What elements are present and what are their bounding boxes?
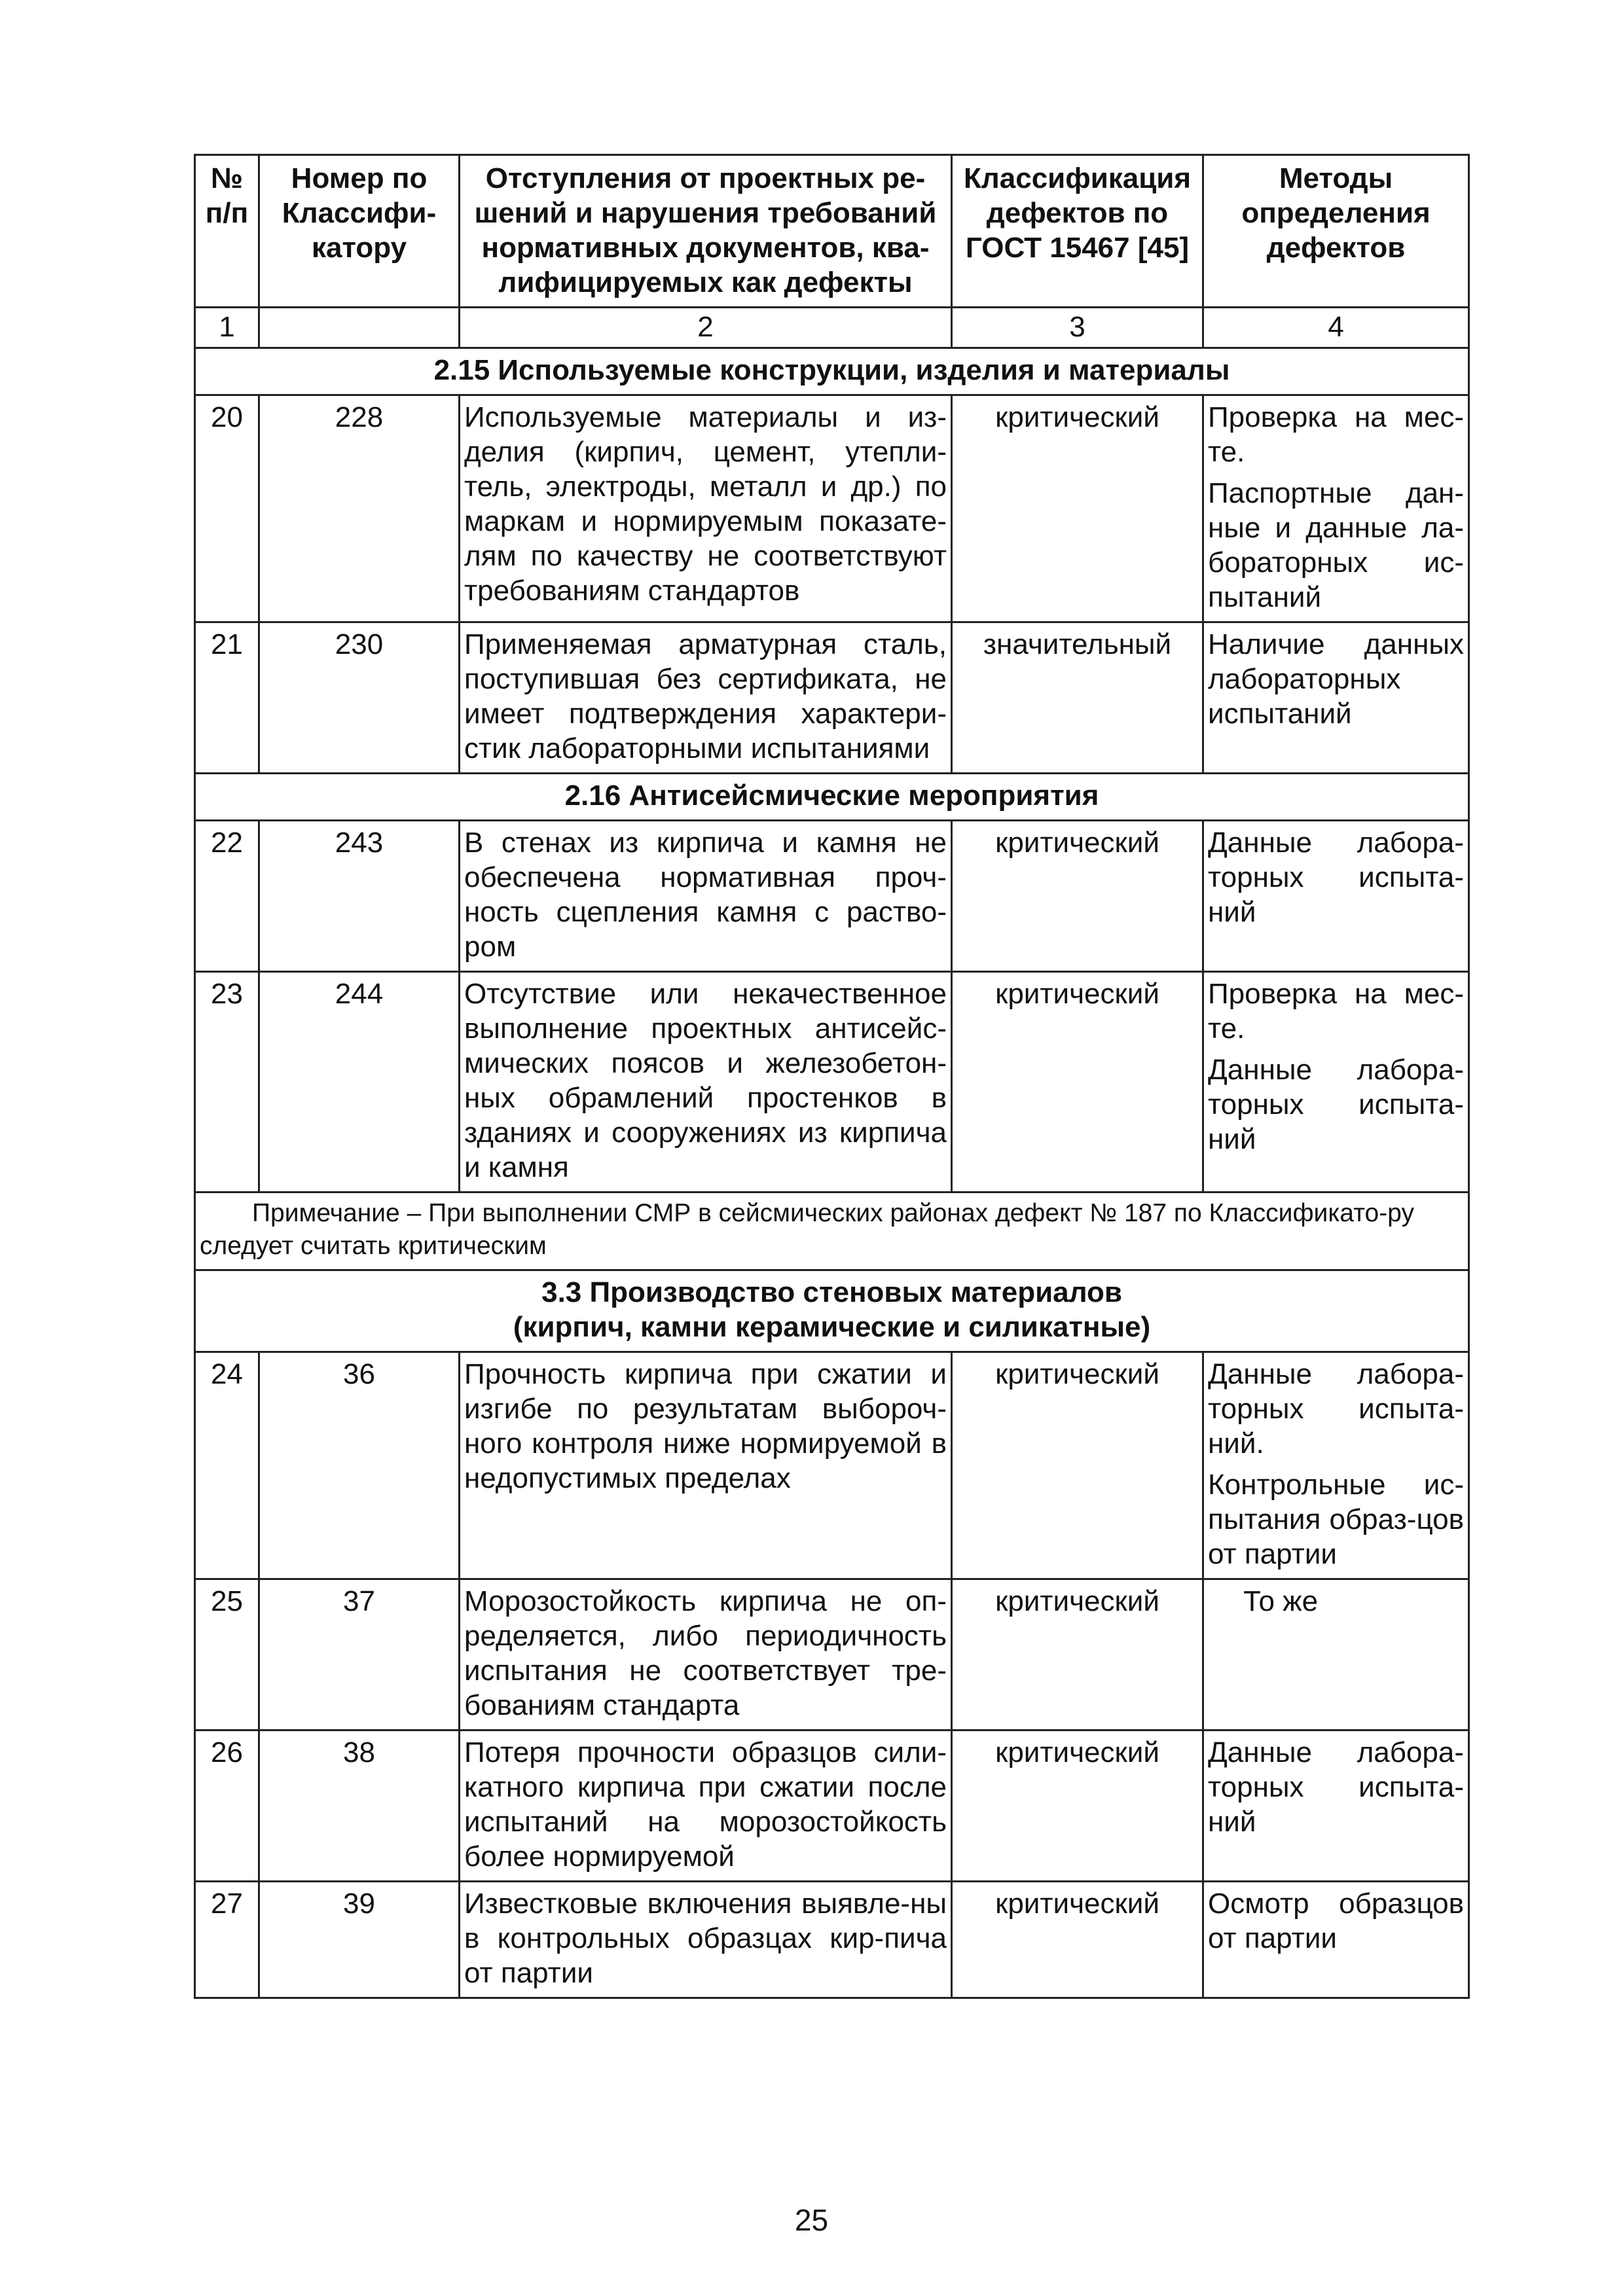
row-gost: критический bbox=[952, 821, 1203, 972]
row-num: 25 bbox=[195, 1579, 259, 1731]
note-row bbox=[195, 1193, 1469, 1270]
table-row bbox=[195, 1882, 1469, 1998]
row-code: 37 bbox=[259, 1579, 460, 1731]
col-number-2: 2 bbox=[460, 308, 952, 348]
row-gost: критический bbox=[952, 1731, 1203, 1882]
row-num: 27 bbox=[195, 1882, 259, 1998]
table-row bbox=[195, 972, 1469, 1193]
section-title-2-16: 2.16 Антисейсмические мероприятия bbox=[195, 774, 1469, 821]
row-code: 36 bbox=[259, 1352, 460, 1579]
header-gost-classification: Классификация дефектов по ГОСТ 15467 [45] bbox=[952, 155, 1203, 308]
table-row bbox=[195, 395, 1469, 622]
header-methods: Методы определения дефектов bbox=[1203, 155, 1469, 308]
section-row bbox=[195, 774, 1469, 821]
row-method bbox=[1203, 972, 1469, 1193]
page-number: 25 bbox=[794, 2203, 829, 2237]
row-gost: критический bbox=[952, 395, 1203, 622]
row-description: Отсутствие или некачественное выполнение проектных антисейс-мических поясов и железобетон-ных обрамлений простенков в зданиях и сооружениях из кирпича и камня bbox=[460, 972, 952, 1193]
table-row bbox=[195, 1731, 1469, 1882]
row-code: 39 bbox=[259, 1882, 460, 1998]
table-row bbox=[195, 821, 1469, 972]
row-gost: критический bbox=[952, 972, 1203, 1193]
row-gost: значительный bbox=[952, 622, 1203, 774]
header-description: Отступления от проектных ре-шений и нарушения требований нормативных документов, ква-лифицируемых как дефекты bbox=[460, 155, 952, 308]
table-row bbox=[195, 622, 1469, 774]
row-num: 21 bbox=[195, 622, 259, 774]
row-description: Применяемая арматурная сталь, поступившая без сертификата, не имеет подтверждения характери-стик лабораторными испытаниями bbox=[460, 622, 952, 774]
row-method bbox=[1203, 1882, 1469, 1998]
section-title-2-15: 2.15 Используемые конструкции, изделия и материалы bbox=[195, 348, 1469, 395]
section-title-3-3-line2: (кирпич, камни керамические и силикатные) bbox=[513, 1311, 1151, 1343]
row-method bbox=[1203, 1579, 1469, 1731]
section-title-3-3-line1: 3.3 Производство стеновых материалов bbox=[541, 1276, 1122, 1308]
section-row bbox=[195, 1270, 1469, 1352]
row-description: Прочность кирпича при сжатии и изгибе по результатам выбороч-ного контроля ниже нормируемой в недопустимых пределах bbox=[460, 1352, 952, 1579]
header-class-number: Номер по Классифи-катору bbox=[259, 155, 460, 308]
row-code: 38 bbox=[259, 1731, 460, 1882]
table-row bbox=[195, 1579, 1469, 1731]
col-number-4: 4 bbox=[1203, 308, 1469, 348]
row-description: Известковые включения выявле-ны в контрольных образцах кир-пича от партии bbox=[460, 1882, 952, 1998]
row-code: 228 bbox=[259, 395, 460, 622]
row-method-line: Данные лабора-торных испыта-ний bbox=[1208, 1054, 1464, 1155]
row-method-line: Данные лабора-торных испыта-ний bbox=[1208, 827, 1464, 928]
row-method bbox=[1203, 395, 1469, 622]
table-row bbox=[195, 1352, 1469, 1579]
row-description: В стенах из кирпича и камня не обеспечена нормативная проч-ность сцепления камня с раство-ром bbox=[460, 821, 952, 972]
row-method-line: Осмотр образцов от партии bbox=[1208, 1888, 1464, 1954]
col-number-3: 3 bbox=[952, 308, 1203, 348]
row-method-line: Проверка на мес-те. bbox=[1208, 978, 1464, 1045]
row-method-line: То же bbox=[1243, 1585, 1319, 1617]
row-method-line: Данные лабора-торных испыта-ний. bbox=[1208, 1358, 1464, 1460]
row-description: Морозостойкость кирпича не оп-ределяется, либо периодичность испытания не соответствует тре-бованиям стандарта bbox=[460, 1579, 952, 1731]
row-num: 20 bbox=[195, 395, 259, 622]
row-method bbox=[1203, 1352, 1469, 1579]
row-method bbox=[1203, 622, 1469, 774]
col-number-empty bbox=[259, 308, 460, 348]
row-num: 24 bbox=[195, 1352, 259, 1579]
row-code: 230 bbox=[259, 622, 460, 774]
row-method-line: Данные лабора-торных испыта-ний bbox=[1208, 1736, 1464, 1838]
section-row bbox=[195, 348, 1469, 395]
row-code: 243 bbox=[259, 821, 460, 972]
row-num: 23 bbox=[195, 972, 259, 1193]
row-method bbox=[1203, 1731, 1469, 1882]
section-title-3-3 bbox=[195, 1270, 1469, 1352]
defects-table bbox=[194, 154, 1470, 1999]
row-gost: критический bbox=[952, 1352, 1203, 1579]
row-method-line: Наличие данных лабораторных испытаний bbox=[1208, 628, 1464, 730]
col-number-1: 1 bbox=[195, 308, 259, 348]
row-method-line: Паспортные дан-ные и данные ла-бораторных ис-пытаний bbox=[1208, 477, 1464, 613]
row-description: Используемые материалы и из-делия (кирпич, цемент, утепли-тель, электроды, металл и др.) по маркам и нормируемым показате-лям по качеству не соответствуют требованиям стандартов bbox=[460, 395, 952, 622]
column-numbering-row bbox=[195, 308, 1469, 348]
row-gost: критический bbox=[952, 1882, 1203, 1998]
row-num: 26 bbox=[195, 1731, 259, 1882]
row-method-line: Контрольные ис-пытания образ-цов от партии bbox=[1208, 1469, 1464, 1570]
row-method bbox=[1203, 821, 1469, 972]
row-description: Потеря прочности образцов сили-катного кирпича при сжатии после испытаний на морозостойкость более нормируемой bbox=[460, 1731, 952, 1882]
row-gost: критический bbox=[952, 1579, 1203, 1731]
table-note: Примечание – При выполнении СМР в сейсмических районах дефект № 187 по Классификато-ру следует считать критическим bbox=[195, 1193, 1469, 1270]
header-num: № п/п bbox=[195, 155, 259, 308]
row-method-line: Проверка на мес-те. bbox=[1208, 401, 1464, 468]
row-code: 244 bbox=[259, 972, 460, 1193]
row-num: 22 bbox=[195, 821, 259, 972]
table-header-row bbox=[195, 155, 1469, 308]
